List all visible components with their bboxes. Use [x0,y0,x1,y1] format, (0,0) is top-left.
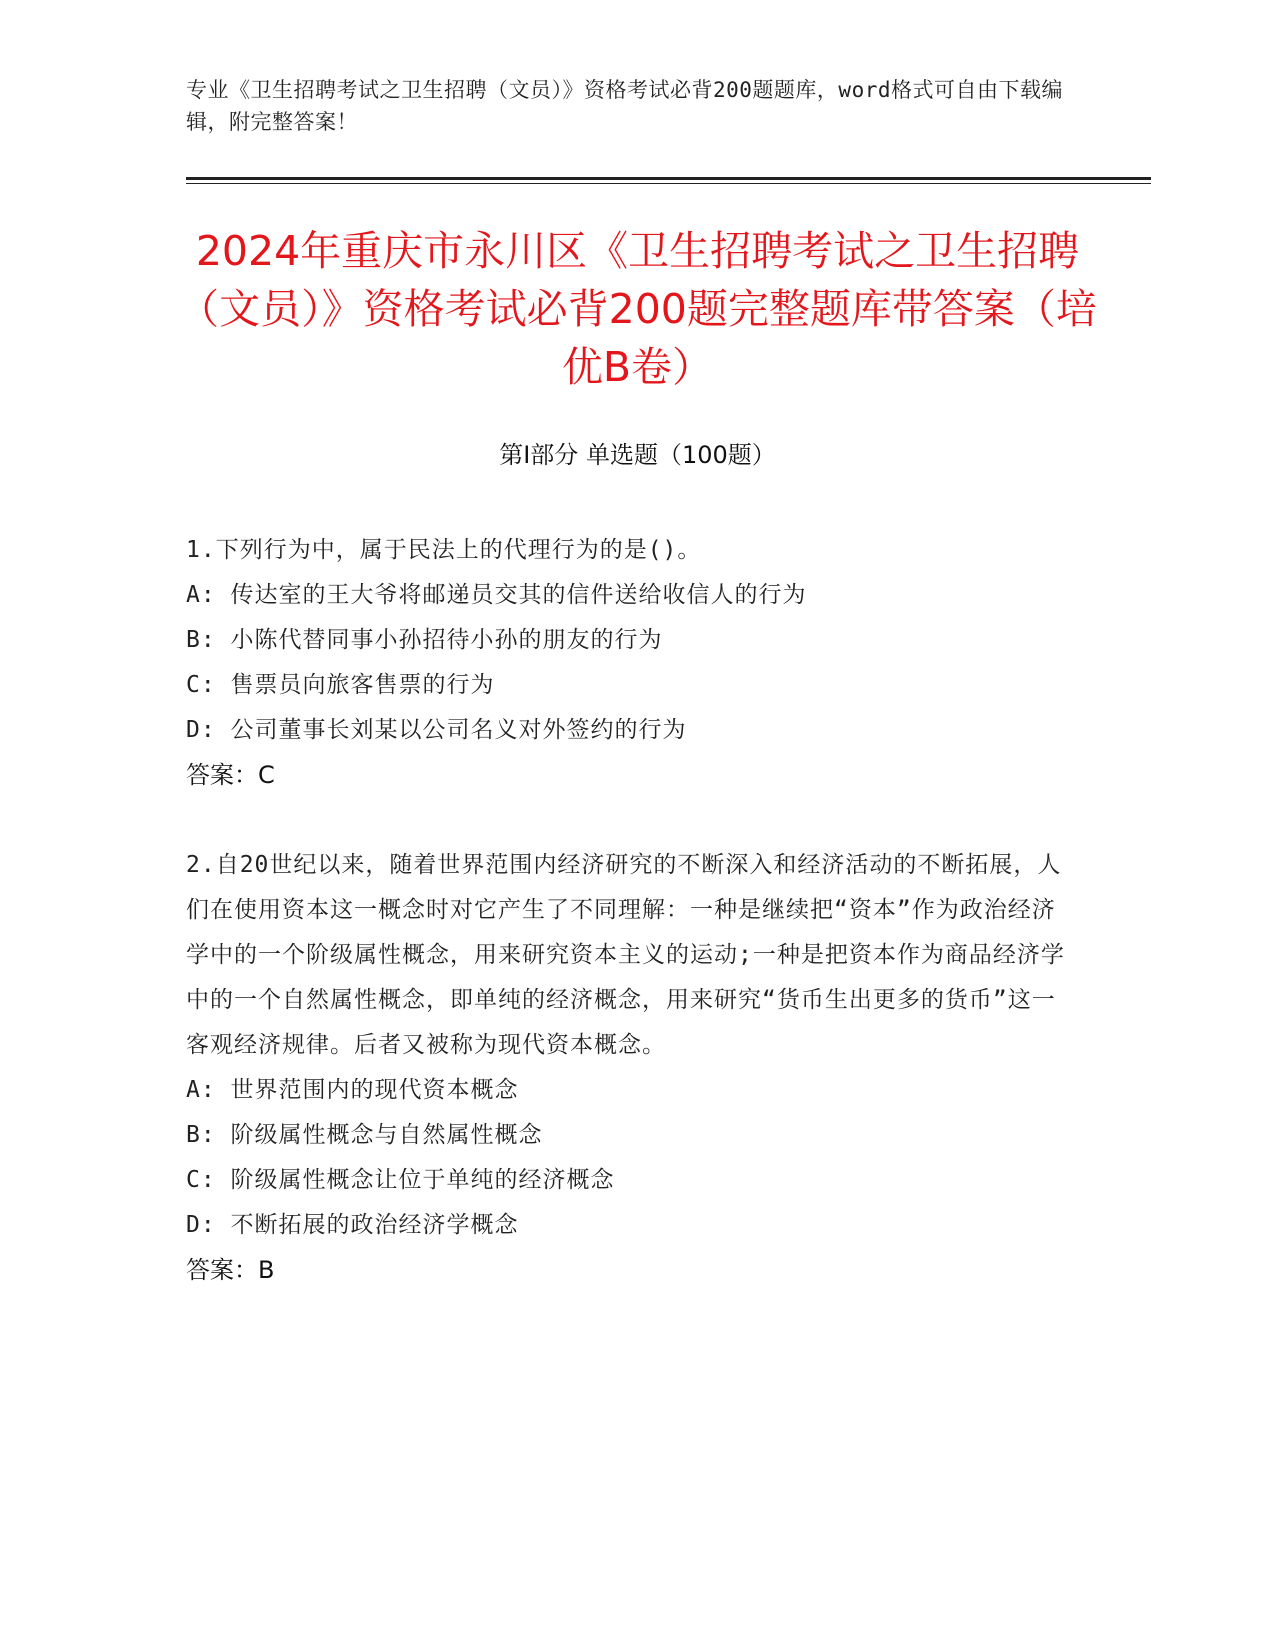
question-2 [186,843,1076,1293]
section-heading: 第I部分 单选题（100题） [499,441,776,469]
answer: 答案：C [186,761,275,789]
header-note: 专业《卫生招聘考试之卫生招聘（文员）》资格考试必背200题题库，word格式可自由下载编辑，附完整答案！ [186,78,1063,134]
option-a: A: 传达室的王大爷将邮递员交其的信件送给收信人的行为 [186,582,807,608]
option-d: D: 不断拓展的政治经济学概念 [186,1212,519,1238]
option-c: C: 阶级属性概念让位于单纯的经济概念 [186,1167,615,1193]
option-d: D: 公司董事长刘某以公司名义对外签约的行为 [186,717,687,743]
answer: 答案：B [186,1256,275,1284]
option-c: C: 售票员向旅客售票的行为 [186,672,495,698]
document-title: 2024年重庆市永川区《卫生招聘考试之卫生招聘（文员）》资格考试必背200题完整题库带答案（培优B卷） [178,227,1097,391]
question-stem: 2.自20世纪以来，随着世界范围内经济研究的不断深入和经济活动的不断拓展，人们在使用资本这一概念时对它产生了不同理解：一种是继续把“资本”作为政治经济学中的一个阶级属性概念，用来研究资本主义的运动;一种是把资本作为商品经济学中的一个自然属性概念，即单纯的经济概念，用来研究“货币生出更多的货币”这一客观经济规律。后者又被称为现代资本概念。 [186,852,1065,1058]
option-a: A: 世界范围内的现代资本概念 [186,1077,519,1103]
option-b: B: 阶级属性概念与自然属性概念 [186,1122,543,1148]
question-stem: 1.下列行为中，属于民法上的代理行为的是()。 [186,537,702,563]
header-rule-thick [186,177,1151,180]
option-b: B: 小陈代替同事小孙招待小孙的朋友的行为 [186,627,663,653]
question-1 [186,528,1076,798]
question-list [186,528,1076,1338]
header-rule-thin [186,183,1151,184]
